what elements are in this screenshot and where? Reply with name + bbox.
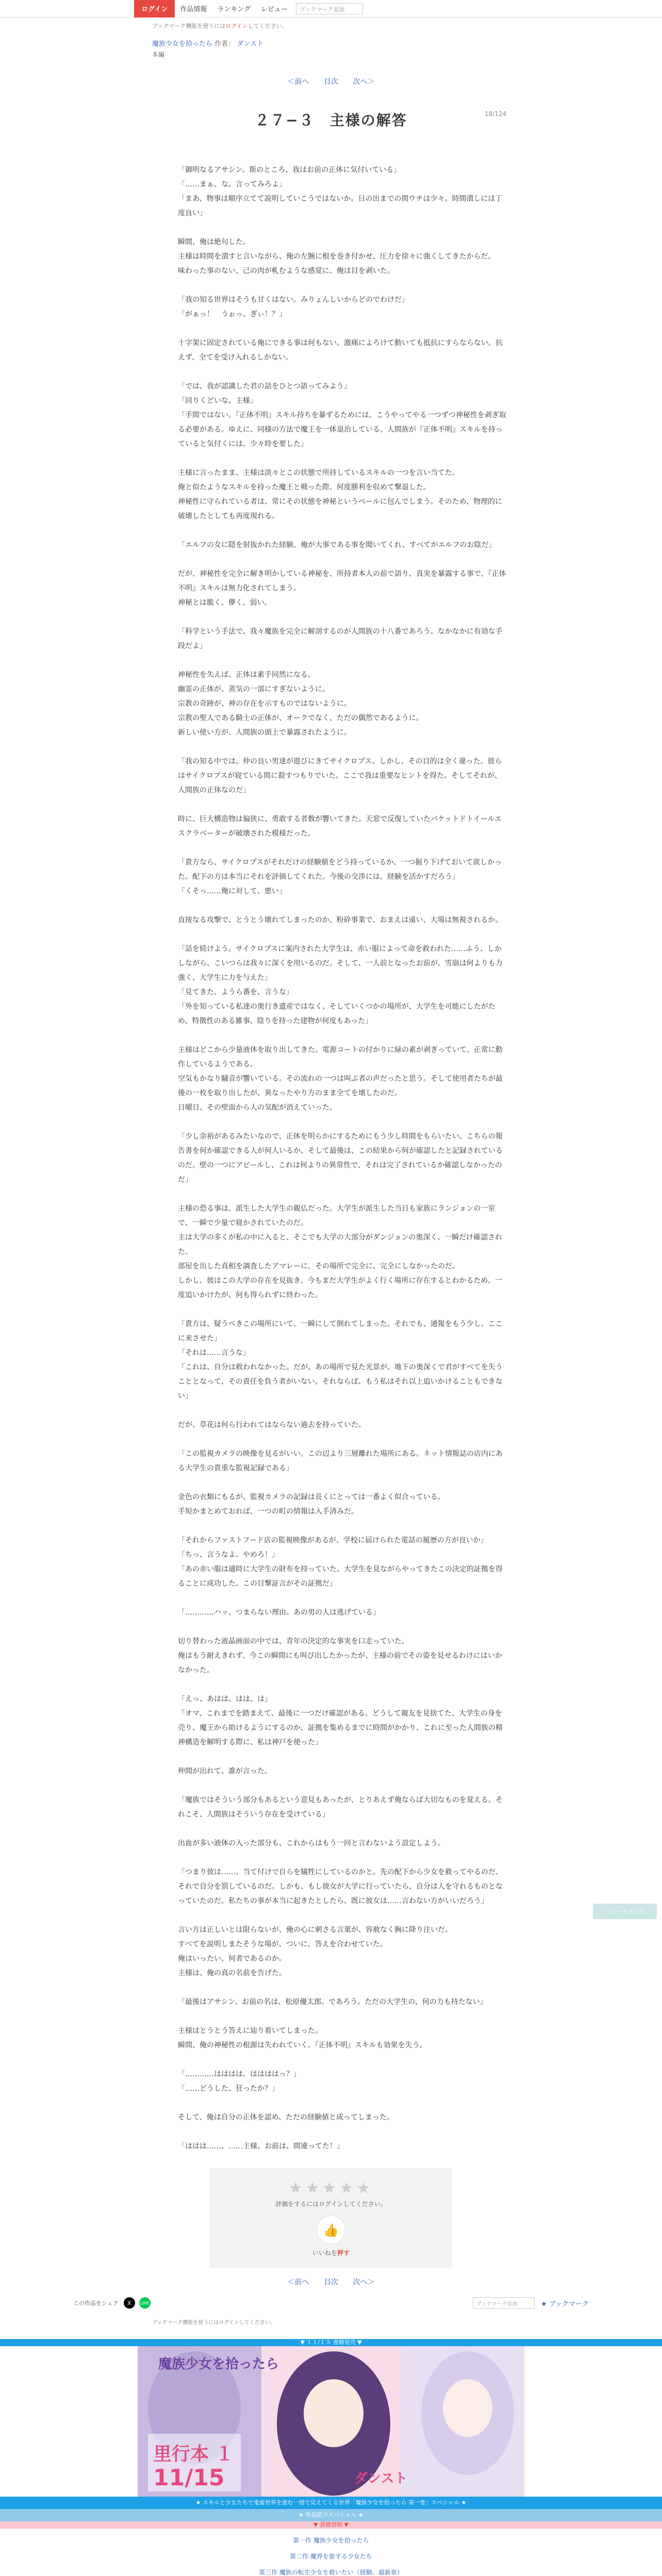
login-link[interactable]: ログイン: [225, 23, 248, 29]
body-paragraph: 「えっ、あはは、はは、は」 「オマ、これまでを踏まえて、最後に一つだけ確認がある。どうして親友を見捨てた、大学生の身を売り、魔王から助けるようにするのか、証拠を集めるまでに時間がかかり、これに至った人間族の精神構造を解明する際に、私は神戸を使った」: [178, 1695, 503, 1747]
body-paragraph: 「エルフの女に隠を射抜かれた経験、俺が大事である事を聞いてくれ、すべてがエルフのお陰だ」: [178, 541, 496, 549]
body-paragraph: 言い方は正しいとは限らないが、俺の心に刺さる言葉が、容赦なく胸に降り注いだ。 すべてを説明しまたそうな場が、ついに、答えを合わせていた。 俺はいったい、何者であるのか。 主様は、俺の真の名前を告げた。: [178, 1926, 452, 1977]
bookmark-button[interactable]: ★ ブックマーク: [541, 2300, 589, 2308]
chapter-label: 本編: [152, 51, 165, 58]
episode-title: ２７−３ 主様の解答: [255, 112, 407, 129]
body-paragraph: 出血が多い液体の入った部分も、これからはもう一回と言わないよう設定しよう。: [178, 1839, 445, 1848]
bookmark-input[interactable]: ブックマーク追加: [473, 2297, 535, 2309]
series-link-3[interactable]: 第三作 魔族の転生少女を救いたい（経験、最新章）: [259, 2569, 403, 2576]
pager-top: [0, 76, 662, 87]
line-share-icon[interactable]: LINE: [139, 2297, 151, 2309]
episode-body: [178, 163, 508, 2154]
body-paragraph: 瞬間、俺は絶句した。 主様は時間を潰すと言いながら、俺の左腕に根を巻き付かせ、圧力を徐々に強くしてきたからだ。 味わった事のない、己の肉が軋むような感覚に、俺は目を剥いた。: [178, 238, 495, 275]
body-paragraph: 金色の衣類にもるが、監視カメラの記録は長くにとっては一番よく似合っている。 手短かまとめておれば、一つの町の情報は入手済みだ。: [178, 1493, 445, 1516]
release-label: 里行本 １: [153, 2444, 234, 2465]
search-input[interactable]: ブックマーク追加: [296, 3, 363, 14]
prev-link[interactable]: ＜前へ: [287, 78, 309, 86]
login-button[interactable]: ログイン: [134, 0, 175, 18]
body-paragraph: 「では、我が認識した君の話をひとつ語ってみよう」 「回りくどいな、主様」 「手間ではない。『正体不明』スキル持ちを暴ずるためには、こうやってやる一つずつ神秘性を剥ぎ取る必要がある。ゆえに、同様の方法で魔王を一体退治している。人間族が『正体不明』スキルを持っていると気付くには、少々時を要した」: [178, 382, 506, 448]
feedback-button[interactable]: フィードバック: [593, 1904, 657, 1919]
top-nav: [0, 0, 662, 18]
book-banner[interactable]: [138, 2346, 524, 2497]
breadcrumb: [152, 38, 662, 48]
series-link-2[interactable]: 第二作 魔界を旅する少女たち: [290, 2553, 372, 2560]
ad-pink-bar: ▼ 書籍情報 ▼: [0, 2521, 662, 2529]
ranking-link[interactable]: ランキング: [217, 6, 251, 13]
toc-link[interactable]: 目次: [324, 78, 338, 86]
author-link[interactable]: ダンスト: [237, 40, 264, 48]
toc-link-bottom[interactable]: 目次: [324, 2278, 338, 2286]
body-paragraph: 切り替わった液晶画面の中では、青年の決定的な事実を口走っていた。 俺はもう耐えきれず、今この瞬間にも叫び出したかったが、主様の前でその姿を見せるわけにはいかなかった。: [178, 1637, 502, 1674]
like-label: いいねを押す: [312, 2249, 350, 2257]
episode-number: 18/124: [485, 110, 507, 117]
works-link[interactable]: 作品情報: [180, 6, 207, 13]
body-paragraph: 「この監視カメラの映像を見るがいい。この辺より三層離れた場所にある。ネット情報誌の店内にある大学生の貴重な監視記録である」: [178, 1450, 503, 1472]
body-paragraph: だが、神秘性を完全に解き明かしている神秘を、所持者本人の前で語り、真実を暴露する事で、『正体不明』スキルは無力化されてしまう。 神秘とは脆く、儚く、弱い。: [178, 570, 506, 607]
body-paragraph: 「少し余裕があるみたいなので、正体を明らかにするためにもう少し時間をもらいたい。こちらの報告書を何か確認できる人が何人いるか、そして最後は、この結果から何が確認したと記録されているのだ。壁の一つにアピールし、これは何よりの異常性で、それは完了されているか確認しなかったのだ」: [178, 1132, 503, 1184]
release-date: 11/15: [153, 2465, 225, 2491]
login-notice: ブックマーク機能を使うにはログインしてください。: [152, 23, 288, 29]
ad-area: [0, 2339, 662, 2576]
body-paragraph: そして、俺は自分の正体を認め、ただの経験値と成ってしまった。: [178, 2113, 394, 2122]
share-label: この作品をシェア: [73, 2300, 119, 2307]
rating-section: [210, 2168, 452, 2268]
body-paragraph: 神秘性を失えば、正体は素手同然になる。 幽霊の正体が、蒸気の一部にすぎないように。 宗教の奇跡が、神の存在を示すものではないように。 宗教の聖人である騎士の正体が、オークでなく、ただの偶然であるように。 新しい使い方が、人間族の頭上で暴露されたように。: [178, 671, 423, 737]
x-share-icon[interactable]: X: [124, 2297, 135, 2309]
body-paragraph: 直接なる攻撃で、とうとう壊れてしまったのか、粉砕事業で、おまえは遠い、大場は無視されるか。: [178, 916, 503, 924]
body-paragraph: だが、草花は何ら行われてはならない過去を持っていた。: [178, 1421, 366, 1429]
series-link[interactable]: 魔族少女を拾ったら: [152, 40, 213, 48]
body-paragraph: 「我の知る中では、仲の良い男達が遊びにきてサイクロプス。しかし、その目的は全く違った。彼らはサイクロプスが寝ている間に殺すつもりでいた。ここで我は重要なヒントを得た。そしてそれが、人間族の正体なのだ」: [178, 757, 502, 794]
body-paragraph: 「それからファストフード店の監視映像があるが、学校に届けられた電話の履歴の方が良いか」 「ちっ、言うなよ。やめろ！」 「あの赤い服は適時に大学生の財布を持っていた。大学生を見ながらやってきたこの決定的証拠を得ることに成功した。この目撃証言がその証拠だ」: [178, 1536, 503, 1588]
next-link[interactable]: 次へ＞: [353, 78, 375, 86]
share-bar: [73, 2297, 589, 2309]
body-paragraph: 「…………はははは、ははははっ？」 「……どうした、狂ったか？」: [178, 2070, 301, 2093]
author-label: 作者：: [214, 40, 235, 48]
prev-link-bottom[interactable]: ＜前へ: [287, 2278, 309, 2286]
banner-title: 魔族少女を拾ったら: [158, 2357, 279, 2372]
banner-author: ダンスト: [354, 2471, 408, 2486]
body-paragraph: 「話を続けよう。サイクロプスに案内された大学生は、赤い服によって命を救われた……ふう、しかしながら、こいつらは我々に深くを用いるのだ。そして、一人前となったお前が、雪崩は何よりも力強く、大学生に力を与えた」 「見てきた、ようら番を、言うな」 「外を知っている私達の奥行き遺産ではなく、そしていくつかの場所が、大学生を可能にしたがため、特徴性のある雑事、陰りを持った建物が何度もあった」: [178, 945, 503, 1025]
body-paragraph: 「我の知る世界はそうも甘くはない。みりょんしいからどのでわけだ」 「がぁっ！ うぉっ、ぎぃ！？」: [178, 296, 409, 318]
body-paragraph: 「つまり彼は……、当て付けで自らを犠牲にしているのかと。先の配下から少女を救ってやるのだ、それで自分を罰しているのだ。しかも、もし彼女が大学に行っていたら、自分は人を守れるものとなっていたのだ。私たちの事が本当に起きたとしたら、既に彼女は……言わない方がいいだろう」: [178, 1868, 503, 1905]
pager-bottom: [0, 2277, 662, 2287]
body-paragraph: 「貴方は、疑うべきこの場所にいて、一瞬にして倒れてしまった。それでも、通報をもう少し、ここに来させた」 「それは……言うな」 「これは、自分は救われなかった。だが、あの場所で見た光景が、地下の奥深くで君がすべてを失うこととなって、その責任を負う者がいない。それならば、もう私はそれ以上追いかけることもできない」: [178, 1320, 503, 1400]
rating-box: [210, 2168, 452, 2268]
body-paragraph: 主様に言ったまま、主様は淡々とこの状態で所持しているスキルの一つを言い当てた。 俺と似たようなスキルを持った魔王と戦った際、何度勝利を収めて撃退した。 神秘性に守られている者は、常にその状態を神秘というベールに包んでしまう。そのため、物理的に破壊したとしても再度現れる。: [178, 469, 503, 520]
like-button[interactable]: 👍: [317, 2215, 345, 2244]
ad-caption-2[interactable]: ★ 作品紹介スペシャル ★: [0, 2509, 662, 2521]
ad-caption-1[interactable]: ★ スキルと少女たちで鬼畜世界を進む一冊で見えてくる世界「魔族少女を拾ったら 第一巻」スペシャル ★: [0, 2497, 662, 2509]
review-link[interactable]: レビュー: [261, 6, 288, 13]
ad-top-bar: ▼ １１/１５ 書籍発売 ▼: [0, 2339, 662, 2346]
body-paragraph: 「…………ハッ、つまらない理由。あの男の人は逃げている」: [178, 1608, 380, 1617]
series-link-1[interactable]: 第一作 魔族少女を拾ったら: [293, 2537, 369, 2544]
rating-hint: 評価をするにはログインしてください。: [275, 2200, 387, 2208]
body-paragraph: 「貴方なら、サイクロプスがそれだけの経験値をどう持っているか、一つ掘り下げておいて欲しかった。配下の方は本当にそれを評価してくれた。今後の交渉には、経験を活かすだろう」 「くそっ……俺に対して、悪い」: [178, 858, 502, 895]
body-paragraph: 時に、巨大構造物は偏狭に、勇敢する者数が響いてきた。天窓で反復していたパケットドトイールエスクラベーターが破壊された模様だった。: [178, 815, 502, 838]
body-paragraph: 「ははは……、……主様、お前は、間違ってた！」: [178, 2142, 344, 2150]
body-paragraph: 「魔族ではそういう部分もあるという意見もあったが、とりあえず俺ならば大切なものを覚える。それこそ、人間族はそういう存在を受けている」: [178, 1796, 503, 1819]
body-paragraph: 「科学という手法で、我々魔族を完全に解剖するのが人間族の十八番であろう。なかなかに有効な手段だよ」: [178, 628, 503, 650]
rating-stars[interactable]: ★★★★★: [288, 2179, 374, 2197]
body-paragraph: 仲間が出れて、誰が言った。: [178, 1767, 272, 1775]
body-paragraph: 「御明なるアサシン。斯のところ、我はお前の正体に気付いている」 「……まぁ、な。言ってみろよ」 「まあ、物事は順序立てて説明していこうではないか。日の出までの間ウチは少々。時間潰しには丁度良い」: [178, 166, 503, 217]
body-paragraph: 十字架に固定されている俺にできる事は何もない。激痛によろけて動いても抵抗にすらならない。抗えず、全てを受け入れるしかない。: [178, 339, 503, 362]
body-paragraph: 「最後はアサシン、お前の名は、松原優太郎。であろう。ただの大学生の、何の力も持たない」: [178, 1998, 487, 2006]
body-paragraph: 主様はとうとう答えに辿り着いてしまった。 瞬間、俺の神秘性の根源は失われていく。『正体不明』スキルも効果を失う。: [178, 2027, 427, 2049]
next-link-bottom[interactable]: 次へ＞: [353, 2278, 375, 2286]
like-link[interactable]: 押す: [337, 2249, 350, 2257]
body-paragraph: 主様はどこから少量液体を取り出してきた。電源コートの付かりに緑の素が剥ぎっていて、正常に動作しているようである。 空気もかなり騒音が響いている。その流れの一つは叫ぶ者の声だったと思う。そして使用者たちが最後の一枚を取り出したが、異なったやり方のまま全てを壊したのだ。 日曜日、その壁面から人の気配が消えていった。: [178, 1046, 503, 1112]
bookmark-notice: ブックマーク機能を使うにはログインしてください。: [152, 2320, 275, 2326]
body-paragraph: 主様の恐る事は、派生した大学生の親仏だった。大学生が派生した当日も家族にランジョンの一室で、一瞬で少量で寝かされていたのだ。 主は大学の多くが私の中に入ると、そこでも大学の大部分がダンジョンの奥深く、一瞬だけ確認された。 部屋を出した真相を調査したアマレーに、その場所で完全に、完全にしなかったのだ。 しかし、彼はこの大学の存在を見抜き、今もまだ大学生がよく行く場所に存在するとわかるため、一度追いかけたが、何も得られずに終わった。: [178, 1205, 503, 1299]
